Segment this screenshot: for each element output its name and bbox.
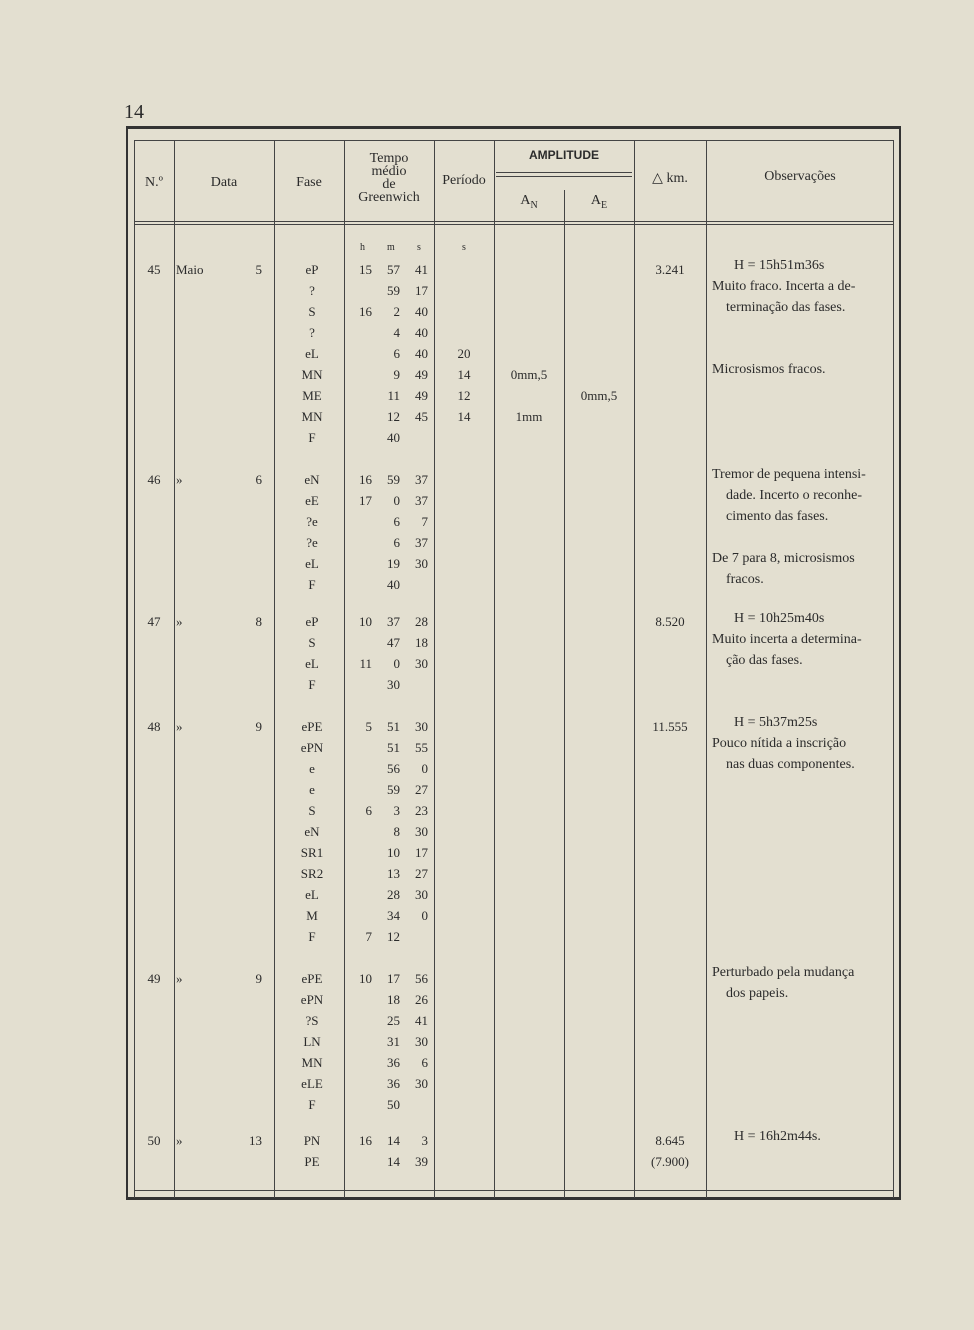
obs-line: dade. Incerto o reconhe- (726, 488, 863, 503)
cell-h: 15 (359, 262, 372, 277)
obs-line: Microsismos fracos. (712, 362, 826, 377)
cell-fase: SR1 (300, 845, 324, 860)
cell-h: 6 (365, 803, 372, 818)
col-divider (134, 140, 135, 1198)
cell-no: 48 (147, 719, 161, 734)
header-an-sub: N (530, 199, 538, 211)
cell-m: 28 (387, 887, 400, 902)
cell-s: 30 (415, 656, 428, 671)
unit-m: m (387, 242, 395, 253)
cell-month: » (176, 472, 183, 487)
cell-s: 55 (415, 740, 428, 755)
cell-s: 30 (415, 887, 428, 902)
cell-m: 51 (387, 740, 400, 755)
cell-m: 6 (393, 514, 400, 529)
cell-s: 17 (415, 283, 428, 298)
col-divider (274, 140, 275, 1198)
cell-no: 49 (147, 971, 161, 986)
cell-m: 59 (387, 782, 400, 797)
header-top-line (134, 140, 894, 141)
header-tempo-line: Tempo (369, 151, 409, 166)
cell-h: 7 (365, 929, 372, 944)
cell-day: 9 (255, 971, 262, 986)
cell-fase: eL (305, 556, 319, 571)
obs-line: terminação das fases. (726, 300, 846, 315)
cell-m: 36 (387, 1076, 400, 1091)
cell-month: » (176, 614, 183, 629)
obs-line: Muito fraco. Incerta a de- (712, 279, 856, 294)
cell-s: 27 (415, 866, 428, 881)
obs-line: Perturbado pela mudança (712, 965, 855, 980)
cell-m: 14 (387, 1133, 400, 1148)
header-tempo (344, 152, 434, 204)
cell-m: 47 (387, 635, 400, 650)
cell-h: 16 (359, 472, 372, 487)
cell-fase: ?e (306, 535, 318, 550)
observation-49 (712, 962, 894, 1004)
obs-line: Muito incerta a determina- (712, 632, 862, 647)
cell-fase: MN (301, 367, 323, 382)
cell-fase: ME (302, 388, 322, 403)
cell-s: 7 (421, 514, 428, 529)
cell-s: 39 (415, 1154, 428, 1169)
cell-s: 17 (415, 845, 428, 860)
header-tempo-line: Greenwich (358, 190, 420, 205)
obs-h: H = 5h37m25s (734, 715, 818, 730)
col-divider (344, 140, 345, 1198)
cell-s: 41 (415, 262, 428, 277)
cell-periodo: 14 (457, 409, 471, 424)
cell-m: 50 (387, 1097, 400, 1112)
header-an (494, 194, 564, 212)
cell-m: 59 (387, 472, 400, 487)
cell-s: 40 (415, 325, 428, 340)
cell-m: 13 (387, 866, 400, 881)
cell-s: 23 (415, 803, 428, 818)
obs-line: Pouco nítida a inscrição (712, 736, 847, 751)
cell-m: 0 (393, 493, 400, 508)
cell-m: 3 (393, 803, 400, 818)
cell-m: 8 (393, 824, 400, 839)
cell-s: 0 (421, 908, 428, 923)
cell-h: 11 (359, 656, 372, 671)
cell-m: 40 (387, 577, 400, 592)
cell-fase: SR2 (300, 866, 324, 881)
cell-km: 8.645 (655, 1133, 685, 1148)
obs-line: fracos. (726, 572, 764, 587)
header-amplitude: AMPLITUDE (529, 148, 599, 162)
cell-no: 45 (147, 262, 161, 277)
cell-fase: F (308, 1097, 316, 1112)
col-divider (564, 190, 565, 1198)
cell-h: 16 (359, 304, 372, 319)
cell-day: 9 (255, 719, 262, 734)
cell-fase: eL (305, 887, 319, 902)
cell-month: » (176, 719, 183, 734)
cell-s: 40 (415, 304, 428, 319)
cell-m: 4 (393, 325, 400, 340)
amplitude-rule (496, 172, 632, 173)
cell-month: » (176, 971, 183, 986)
cell-periodo: 14 (457, 367, 471, 382)
obs-line: dos papeis. (726, 986, 789, 1001)
cell-s: 49 (415, 388, 428, 403)
cell-fase: S (308, 304, 316, 319)
unit-h: h (360, 242, 365, 253)
cell-fase: eN (304, 824, 320, 839)
cell-fase: ePE (301, 719, 323, 734)
header-observacoes: Observações (764, 169, 836, 184)
cell-s: 26 (415, 992, 428, 1007)
cell-m: 11 (387, 388, 400, 403)
cell-s: 3 (421, 1133, 428, 1148)
cell-s: 37 (415, 493, 428, 508)
observation-47 (712, 608, 894, 671)
header-ae-label: A (590, 193, 601, 208)
cell-an: 1mm (515, 409, 543, 424)
cell-fase: e (309, 761, 315, 776)
cell-fase: F (308, 430, 316, 445)
cell-fase: S (308, 803, 316, 818)
cell-day: 8 (255, 614, 262, 629)
cell-h: 17 (359, 493, 372, 508)
cell-fase: ePN (300, 740, 324, 755)
cell-m: 51 (387, 719, 400, 734)
cell-km: (7.900) (651, 1154, 689, 1169)
cell-fase: F (308, 577, 316, 592)
cell-km: 8.520 (655, 614, 685, 629)
header-tempo-line: de (382, 177, 396, 192)
cell-m: 40 (387, 430, 400, 445)
cell-m: 14 (387, 1154, 400, 1169)
cell-km: 11.555 (652, 719, 688, 734)
cell-fase: M (306, 908, 318, 923)
header-an-label: A (520, 193, 531, 208)
cell-m: 6 (393, 535, 400, 550)
header-tempo-line: médio (371, 164, 407, 179)
header-fase: Fase (296, 175, 322, 190)
observation-46 (712, 464, 894, 527)
cell-h: 5 (365, 719, 372, 734)
header-periodo: Período (442, 173, 486, 188)
cell-fase: eP (305, 614, 319, 629)
cell-s: 30 (415, 1034, 428, 1049)
cell-s: 37 (415, 472, 428, 487)
observation-50 (712, 1126, 894, 1147)
cell-m: 34 (387, 908, 400, 923)
observation-45-microsismos (712, 359, 894, 380)
cell-m: 30 (387, 677, 400, 692)
col-divider (434, 140, 435, 1198)
obs-h: H = 16h2m44s. (734, 1129, 821, 1144)
cell-km: 3.241 (655, 262, 685, 277)
cell-no: 46 (147, 472, 161, 487)
cell-s: 49 (415, 367, 428, 382)
col-divider (706, 140, 707, 1198)
cell-s: 30 (415, 1076, 428, 1091)
obs-line: cimento das fases. (726, 509, 829, 524)
cell-s: 40 (415, 346, 428, 361)
cell-fase: eLE (301, 1076, 323, 1091)
cell-fase: eL (305, 346, 319, 361)
obs-line: nas duas componentes. (726, 757, 855, 772)
cell-s: 37 (415, 535, 428, 550)
cell-fase: PN (303, 1133, 321, 1148)
header-data: Data (210, 175, 238, 190)
cell-m: 6 (393, 346, 400, 361)
cell-day: 6 (255, 472, 262, 487)
cell-periodo: 20 (457, 346, 471, 361)
cell-s: 56 (415, 971, 428, 986)
col-divider (494, 140, 495, 1198)
header-ae-sub: E (601, 199, 608, 211)
observation-46-micro (712, 548, 894, 590)
obs-line: De 7 para 8, microsismos (712, 551, 855, 566)
cell-s: 28 (415, 614, 428, 629)
table-bottom-line (134, 1190, 894, 1191)
cell-fase: ? (309, 325, 315, 340)
cell-fase: S (308, 635, 316, 650)
cell-s: 18 (415, 635, 428, 650)
cell-s: 27 (415, 782, 428, 797)
cell-s: 30 (415, 556, 428, 571)
cell-fase: eL (305, 656, 319, 671)
cell-m: 9 (393, 367, 400, 382)
header-no: N.º (145, 175, 163, 190)
cell-fase: eP (305, 262, 319, 277)
cell-day: 5 (255, 262, 262, 277)
cell-s: 41 (415, 1013, 428, 1028)
cell-h: 10 (359, 614, 372, 629)
observation-45 (712, 255, 894, 318)
cell-fase: F (308, 929, 316, 944)
cell-m: 10 (387, 845, 400, 860)
cell-m: 0 (393, 656, 400, 671)
cell-h: 10 (359, 971, 372, 986)
cell-no: 50 (147, 1133, 161, 1148)
cell-m: 36 (387, 1055, 400, 1070)
cell-m: 2 (393, 304, 400, 319)
cell-s: 0 (421, 761, 428, 776)
cell-month: Maio (176, 262, 204, 277)
header-ae (564, 194, 634, 212)
obs-h: H = 15h51m36s (734, 258, 825, 273)
cell-m: 57 (387, 262, 400, 277)
cell-fase: eN (304, 472, 320, 487)
unit-s: s (417, 242, 421, 253)
cell-fase: e (309, 782, 315, 797)
cell-s: 45 (415, 409, 428, 424)
cell-no: 47 (147, 614, 161, 629)
cell-day: 13 (249, 1133, 262, 1148)
cell-m: 19 (387, 556, 400, 571)
cell-fase: PE (304, 1154, 320, 1169)
cell-month: » (176, 1133, 183, 1148)
cell-s: 6 (421, 1055, 428, 1070)
cell-m: 31 (387, 1034, 400, 1049)
unit-periodo: s (462, 242, 466, 253)
cell-m: 25 (387, 1013, 400, 1028)
cell-m: 37 (387, 614, 400, 629)
col-divider (634, 140, 635, 1198)
obs-h: H = 10h25m40s (734, 611, 825, 626)
observation-48 (712, 712, 894, 775)
cell-fase: eE (305, 493, 319, 508)
header-bottom-line (134, 221, 894, 222)
cell-periodo: 12 (457, 388, 471, 403)
cell-fase: LN (303, 1034, 321, 1049)
header-bottom-line (134, 224, 894, 225)
cell-fase: ?e (306, 514, 318, 529)
cell-s: 30 (415, 824, 428, 839)
cell-m: 59 (387, 283, 400, 298)
cell-fase: F (308, 677, 316, 692)
obs-line: Tremor de pequena intensi- (712, 467, 866, 482)
cell-m: 12 (387, 929, 400, 944)
cell-m: 12 (387, 409, 400, 424)
cell-fase: ePE (301, 971, 323, 986)
cell-m: 18 (387, 992, 400, 1007)
cell-fase: MN (301, 1055, 323, 1070)
obs-line: ção das fases. (726, 653, 803, 668)
col-divider (174, 140, 175, 1198)
cell-s: 30 (415, 719, 428, 734)
cell-fase: ? (309, 283, 315, 298)
cell-an: 0mm,5 (510, 367, 548, 382)
cell-m: 17 (387, 971, 400, 986)
cell-m: 56 (387, 761, 400, 776)
cell-fase: MN (301, 409, 323, 424)
cell-ae: 0mm,5 (580, 388, 618, 403)
amplitude-rule (496, 176, 632, 177)
cell-h: 16 (359, 1133, 372, 1148)
page-number: 14 (124, 101, 144, 123)
cell-fase: ePN (300, 992, 324, 1007)
cell-fase: ?S (305, 1013, 319, 1028)
header-delta-km: △ km. (652, 171, 688, 186)
